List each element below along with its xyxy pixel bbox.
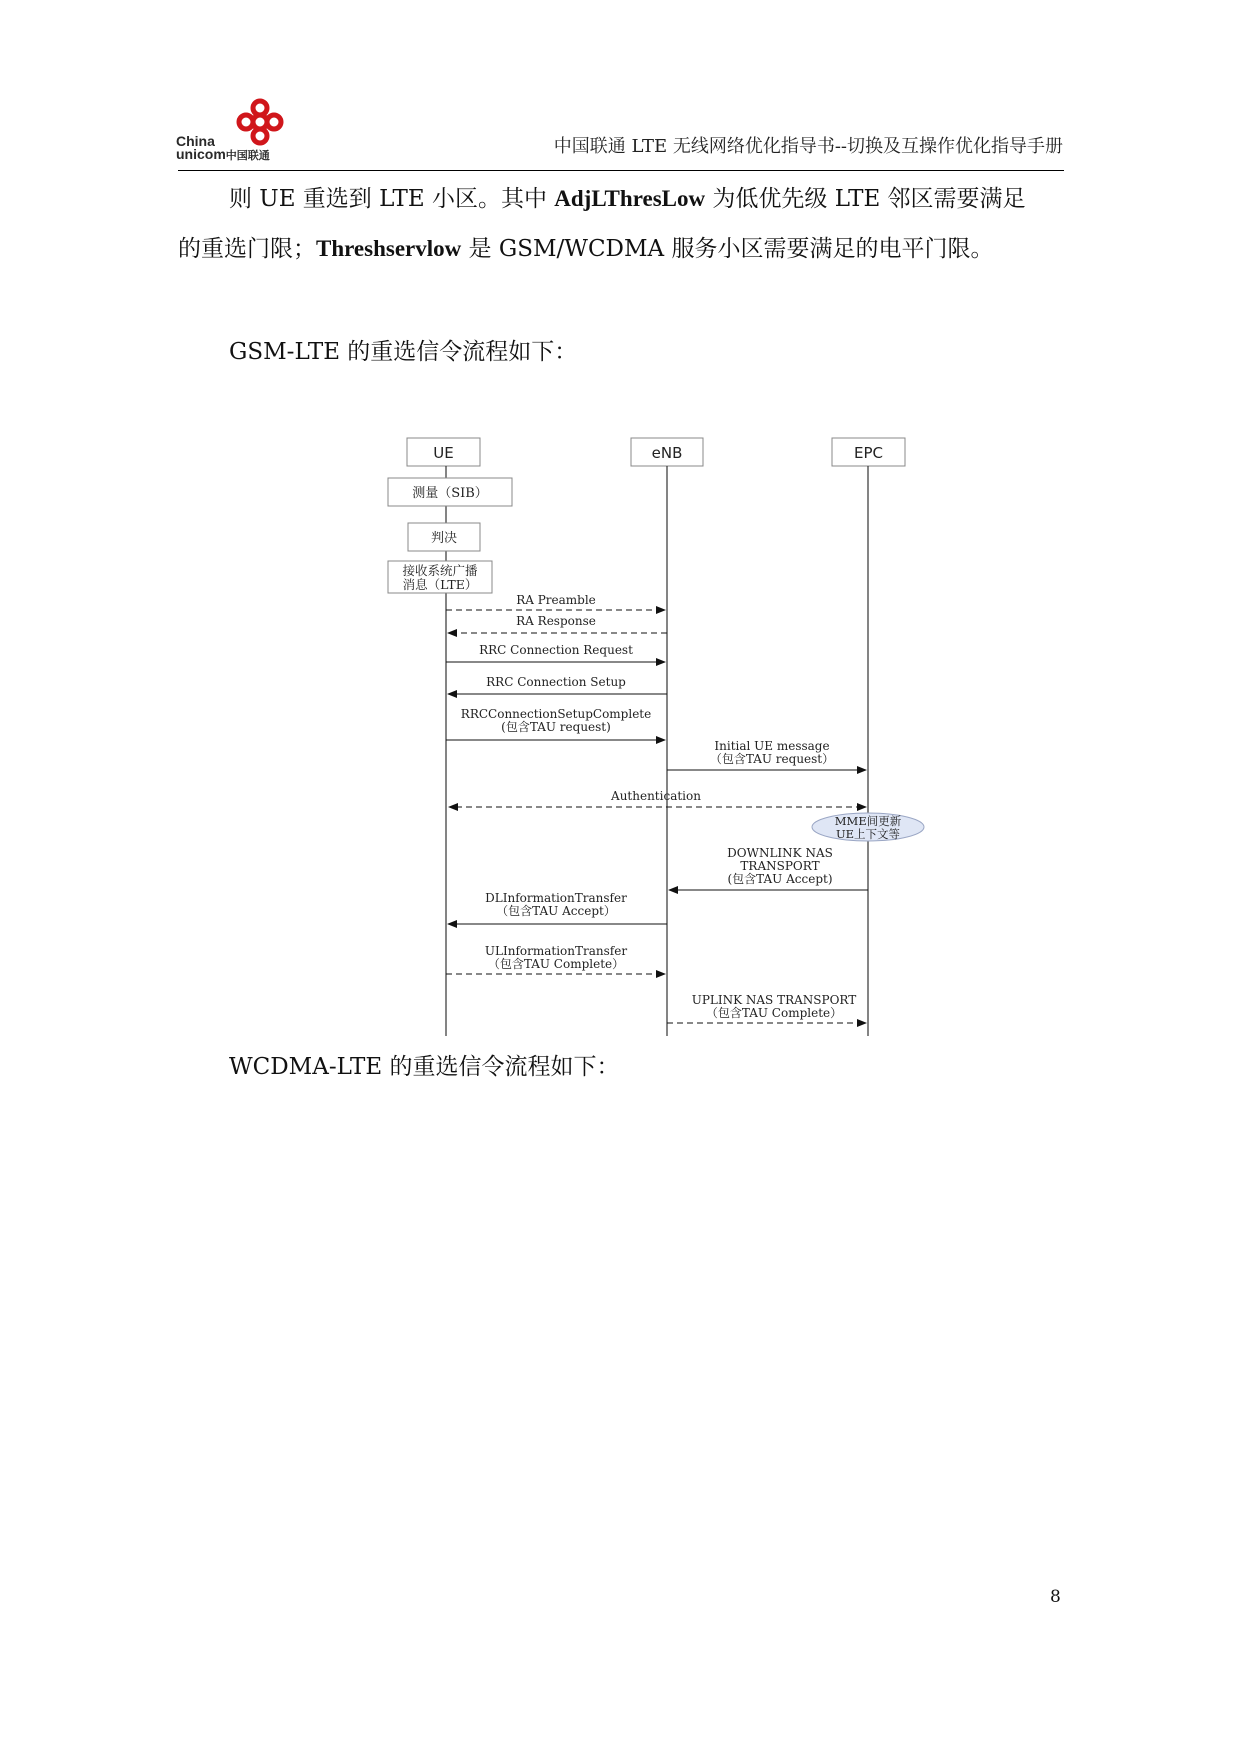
msg-label-sub: （包含TAU Accept） <box>496 904 616 918</box>
text-run: 的重选门限； <box>178 236 316 262</box>
step-receive-line1: 接收系统广播 <box>402 563 478 578</box>
msg-label-sub: （包含TAU request） <box>709 752 835 766</box>
msg-uplink-nas-transport <box>667 993 866 1023</box>
msg-rrc-connection-setup <box>448 675 667 694</box>
msg-initial-ue-message <box>667 739 866 770</box>
msg-label: RRC Connection Setup <box>486 675 626 689</box>
term-threshservlow: Threshservlow <box>316 236 462 261</box>
msg-label-sub: (包含TAU request) <box>501 720 611 734</box>
msg-authentication <box>448 789 866 811</box>
logo-wordmark <box>176 135 270 163</box>
msg-rrc-connection-request <box>446 643 665 662</box>
entity-epc-label: EPC <box>854 444 883 462</box>
msg-ra-preamble <box>446 593 665 610</box>
step-receive-line2: 消息（LTE） <box>402 577 478 592</box>
msg-label-sub: （包含TAU Complete） <box>487 957 625 971</box>
msg-ra-response <box>448 614 667 633</box>
term-adjlthreslow: AdjLThresLow <box>554 186 706 211</box>
gsm-lte-heading: GSM-LTE 的重选信令流程如下： <box>229 339 578 365</box>
step-measure <box>388 478 512 506</box>
entity-enb <box>631 438 703 466</box>
msg-label: RRC Connection Request <box>479 643 633 657</box>
entity-ue <box>407 438 480 466</box>
msg-label: RA Preamble <box>516 593 596 607</box>
gsm-lte-signaling-diagram <box>360 430 950 1040</box>
page-number: 8 <box>1050 1587 1061 1607</box>
text-run: 是 GSM/WCDMA 服务小区需要满足的电平门限。 <box>461 236 994 262</box>
text-run: 则 UE 重选到 LTE 小区。其中 <box>229 186 555 212</box>
msg-label-sub: （包含TAU Complete） <box>705 1006 843 1020</box>
wcdma-lte-heading: WCDMA-LTE 的重选信令流程如下： <box>229 1054 620 1080</box>
step-decision-label: 判决 <box>430 531 458 546</box>
msg-label: DLInformationTransfer <box>485 891 627 905</box>
msg-ul-information-transfer <box>446 944 665 974</box>
text-run: 为低优先级 LTE 邻区需要满足 <box>705 186 1026 212</box>
mme-label: MME间更新 <box>834 814 902 828</box>
step-measure-label: 测量（SIB） <box>412 486 488 501</box>
logo-line1: China <box>176 133 215 149</box>
logo-chinese: 中国联通 <box>225 150 270 162</box>
entity-ue-label: UE <box>433 444 454 462</box>
entity-epc <box>832 438 905 466</box>
msg-label: DOWNLINK NAS <box>727 846 833 860</box>
msg-dl-information-transfer <box>448 891 667 924</box>
msg-label: ULInformationTransfer <box>484 944 628 958</box>
paragraph-line-1 <box>229 174 1026 224</box>
logo-line2 <box>176 148 270 163</box>
step-receive-broadcast <box>388 561 492 593</box>
logo-latin: unicom <box>176 146 226 162</box>
paragraph-line-2 <box>178 224 993 274</box>
header-title: 中国联通 LTE 无线网络优化指导书--切换及互操作优化指导手册 <box>553 136 1063 157</box>
msg-label: RRCConnectionSetupComplete <box>460 707 652 721</box>
msg-rrc-setup-complete <box>446 707 665 740</box>
mme-update-context <box>812 813 924 841</box>
msg-label-sub: TRANSPORT <box>740 859 820 873</box>
msg-downlink-nas-transport <box>669 846 868 890</box>
msg-label: Initial UE message <box>714 739 830 753</box>
header-divider <box>178 170 1064 171</box>
msg-label: UPLINK NAS TRANSPORT <box>691 993 857 1007</box>
mme-label-sub: UE上下文等 <box>835 827 901 841</box>
step-decision <box>408 523 480 551</box>
msg-label-sub: (包含TAU Accept) <box>727 872 833 886</box>
msg-label: Authentication <box>611 789 701 803</box>
entity-enb-label: eNB <box>651 444 683 462</box>
msg-label: RA Response <box>516 614 596 628</box>
